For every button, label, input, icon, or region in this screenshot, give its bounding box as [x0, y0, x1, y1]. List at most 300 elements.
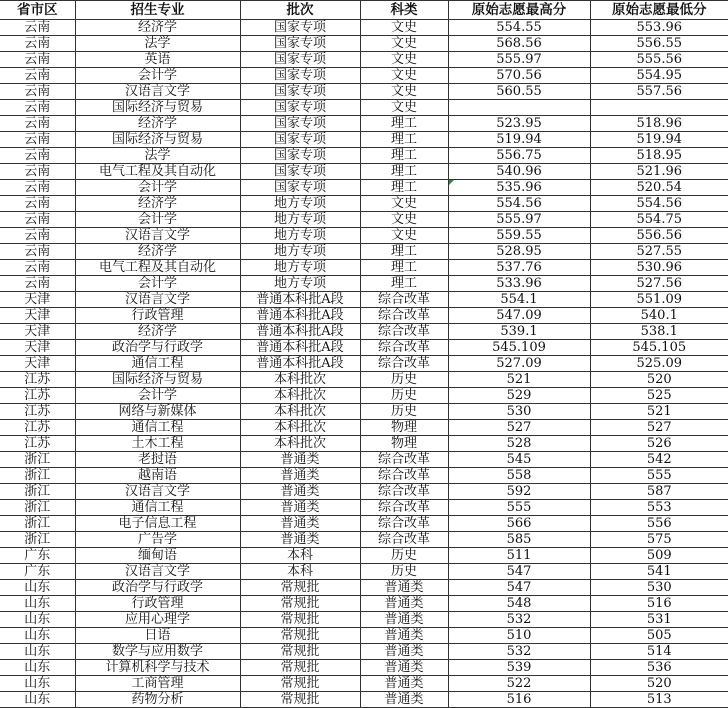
- cell-province[interactable]: 云南: [0, 196, 75, 212]
- cell-major[interactable]: 国际经济与贸易: [75, 372, 240, 388]
- cell-category[interactable]: 文史: [360, 212, 448, 228]
- table-row: [0, 596, 728, 612]
- cell-batch[interactable]: 常规批: [240, 580, 360, 596]
- cell-province[interactable]: 江苏: [0, 420, 75, 436]
- cell-batch[interactable]: 地方专项: [240, 276, 360, 292]
- cell-batch[interactable]: 本科批次: [240, 404, 360, 420]
- cell-province[interactable]: 云南: [0, 132, 75, 148]
- cell-max-score[interactable]: 522: [448, 676, 590, 692]
- cell-max-score[interactable]: 548: [448, 596, 590, 612]
- cell-province[interactable]: 浙江: [0, 468, 75, 484]
- cell-min-score[interactable]: 554.56: [590, 196, 728, 212]
- cell-min-score[interactable]: 513: [590, 692, 728, 708]
- cell-major[interactable]: 工商管理: [75, 676, 240, 692]
- cell-min-score[interactable]: 516: [590, 596, 728, 612]
- cell-min-score[interactable]: 538.1: [590, 324, 728, 340]
- cell-max-score[interactable]: 555.97: [448, 52, 590, 68]
- cell-province[interactable]: 云南: [0, 180, 75, 196]
- table-row: [0, 324, 728, 340]
- cell-province[interactable]: 天津: [0, 356, 75, 372]
- cell-category[interactable]: 文史: [360, 100, 448, 116]
- table-row: [0, 244, 728, 260]
- table-row: [0, 132, 728, 148]
- cell-province[interactable]: 云南: [0, 84, 75, 100]
- table-row: [0, 52, 728, 68]
- cell-province[interactable]: 江苏: [0, 388, 75, 404]
- cell-province[interactable]: 天津: [0, 308, 75, 324]
- cell-province[interactable]: 山东: [0, 596, 75, 612]
- header-province: 省市区: [0, 1, 75, 20]
- cell-batch[interactable]: 地方专项: [240, 244, 360, 260]
- cell-province[interactable]: 浙江: [0, 500, 75, 516]
- cell-batch[interactable]: 地方专项: [240, 260, 360, 276]
- cell-max-score[interactable]: 532: [448, 612, 590, 628]
- cell-province[interactable]: 江苏: [0, 436, 75, 452]
- cell-min-score[interactable]: 554.75: [590, 212, 728, 228]
- cell-batch[interactable]: 国家专项: [240, 164, 360, 180]
- cell-category[interactable]: 文史: [360, 228, 448, 244]
- cell-province[interactable]: 云南: [0, 52, 75, 68]
- cell-max-score[interactable]: 532: [448, 644, 590, 660]
- cell-batch[interactable]: 国家专项: [240, 68, 360, 84]
- cell-major[interactable]: 会计学: [75, 68, 240, 84]
- cell-max-score[interactable]: 519.94: [448, 132, 590, 148]
- cell-min-score[interactable]: 527.56: [590, 276, 728, 292]
- cell-batch[interactable]: 普通类: [240, 484, 360, 500]
- cell-min-score[interactable]: 521: [590, 404, 728, 420]
- cell-major[interactable]: 电气工程及其自动化: [75, 164, 240, 180]
- header-category: 科类: [360, 1, 448, 20]
- cell-province[interactable]: 云南: [0, 148, 75, 164]
- cell-batch[interactable]: 常规批: [240, 644, 360, 660]
- cell-batch[interactable]: 普通类: [240, 516, 360, 532]
- cell-category[interactable]: 普通类: [360, 644, 448, 660]
- cell-min-score[interactable]: 527: [590, 420, 728, 436]
- cell-text: 535.96: [496, 180, 542, 195]
- cell-max-score[interactable]: 540.96: [448, 164, 590, 180]
- cell-category[interactable]: 理工: [360, 260, 448, 276]
- cell-batch[interactable]: 常规批: [240, 596, 360, 612]
- cell-min-score[interactable]: 525.09: [590, 356, 728, 372]
- cell-major[interactable]: 通信工程: [75, 500, 240, 516]
- cell-category[interactable]: 综合改革: [360, 500, 448, 516]
- cell-max-score[interactable]: 545.109: [448, 340, 590, 356]
- cell-min-score[interactable]: 553: [590, 500, 728, 516]
- cell-category[interactable]: 历史: [360, 372, 448, 388]
- cell-batch[interactable]: 国家专项: [240, 116, 360, 132]
- table-row: [0, 260, 728, 276]
- cell-min-score[interactable]: 526: [590, 436, 728, 452]
- cell-min-score[interactable]: 509: [590, 548, 728, 564]
- cell-min-score[interactable]: 541: [590, 564, 728, 580]
- cell-category[interactable]: 文史: [360, 196, 448, 212]
- cell-min-score[interactable]: 521.96: [590, 164, 728, 180]
- cell-max-score[interactable]: 547.09: [448, 308, 590, 324]
- cell-max-score[interactable]: 539.1: [448, 324, 590, 340]
- cell-batch[interactable]: 本科批次: [240, 372, 360, 388]
- cell-category[interactable]: 综合改革: [360, 292, 448, 308]
- cell-province[interactable]: 云南: [0, 20, 75, 36]
- cell-province[interactable]: 云南: [0, 100, 75, 116]
- cell-major[interactable]: 缅甸语: [75, 548, 240, 564]
- cell-max-score[interactable]: 528: [448, 436, 590, 452]
- cell-max-score[interactable]: 545: [448, 452, 590, 468]
- cell-category[interactable]: 文史: [360, 68, 448, 84]
- cell-category[interactable]: 物理: [360, 436, 448, 452]
- cell-batch[interactable]: 本科: [240, 564, 360, 580]
- table-row: [0, 372, 728, 388]
- cell-max-score[interactable]: 537.76: [448, 260, 590, 276]
- cell-major[interactable]: 汉语言文学: [75, 292, 240, 308]
- cell-province[interactable]: 天津: [0, 340, 75, 356]
- cell-batch[interactable]: 国家专项: [240, 180, 360, 196]
- table-row: [0, 84, 728, 100]
- cell-batch[interactable]: 普通本科批A段: [240, 324, 360, 340]
- cell-batch[interactable]: 常规批: [240, 628, 360, 644]
- cell-major[interactable]: 越南语: [75, 468, 240, 484]
- cell-batch[interactable]: 普通本科批A段: [240, 356, 360, 372]
- cell-batch[interactable]: 地方专项: [240, 196, 360, 212]
- cell-major[interactable]: 土木工程: [75, 436, 240, 452]
- cell-province[interactable]: 云南: [0, 68, 75, 84]
- cell-major[interactable]: 政治学与行政学: [75, 580, 240, 596]
- cell-batch[interactable]: 地方专项: [240, 212, 360, 228]
- cell-max-score[interactable]: 529: [448, 388, 590, 404]
- header-row: [0, 1, 728, 20]
- cell-batch[interactable]: 国家专项: [240, 36, 360, 52]
- cell-major[interactable]: 计算机科学与技术: [75, 660, 240, 676]
- cell-major[interactable]: 广告学: [75, 532, 240, 548]
- cell-major[interactable]: 网络与新媒体: [75, 404, 240, 420]
- cell-batch[interactable]: 国家专项: [240, 52, 360, 68]
- cell-major[interactable]: 行政管理: [75, 308, 240, 324]
- cell-province[interactable]: 广东: [0, 564, 75, 580]
- cell-major[interactable]: 英语: [75, 52, 240, 68]
- cell-batch[interactable]: 常规批: [240, 660, 360, 676]
- cell-min-score[interactable]: 556.56: [590, 228, 728, 244]
- table-row: [0, 68, 728, 84]
- cell-batch[interactable]: 国家专项: [240, 148, 360, 164]
- cell-min-score[interactable]: [590, 100, 728, 116]
- cell-province[interactable]: 云南: [0, 116, 75, 132]
- cell-batch[interactable]: 国家专项: [240, 84, 360, 100]
- table-row: [0, 180, 728, 196]
- cell-max-score[interactable]: 592: [448, 484, 590, 500]
- cell-min-score[interactable]: 587: [590, 484, 728, 500]
- cell-category[interactable]: 理工: [360, 276, 448, 292]
- cell-max-score[interactable]: 585: [448, 532, 590, 548]
- cell-batch[interactable]: 普通本科批A段: [240, 308, 360, 324]
- cell-min-score[interactable]: 575: [590, 532, 728, 548]
- cell-major[interactable]: 汉语言文学: [75, 564, 240, 580]
- cell-max-score[interactable]: 516: [448, 692, 590, 708]
- table-row: [0, 212, 728, 228]
- table-body: [0, 20, 728, 708]
- cell-batch[interactable]: 国家专项: [240, 20, 360, 36]
- cell-batch[interactable]: 本科批次: [240, 388, 360, 404]
- cell-max-score[interactable]: 556.75: [448, 148, 590, 164]
- cell-batch[interactable]: 国家专项: [240, 100, 360, 116]
- cell-category[interactable]: 综合改革: [360, 452, 448, 468]
- cell-category[interactable]: 历史: [360, 404, 448, 420]
- cell-major[interactable]: 电气工程及其自动化: [75, 260, 240, 276]
- cell-province[interactable]: 山东: [0, 612, 75, 628]
- cell-province[interactable]: 云南: [0, 36, 75, 52]
- table-row: [0, 500, 728, 516]
- cell-batch[interactable]: 国家专项: [240, 132, 360, 148]
- cell-category[interactable]: 普通类: [360, 580, 448, 596]
- cell-batch[interactable]: 本科: [240, 548, 360, 564]
- cell-major[interactable]: 通信工程: [75, 356, 240, 372]
- cell-major[interactable]: 经济学: [75, 20, 240, 36]
- table-row: [0, 148, 728, 164]
- cell-category[interactable]: 理工: [360, 180, 448, 196]
- cell-batch[interactable]: 普通类: [240, 500, 360, 516]
- cell-min-score[interactable]: 518.95: [590, 148, 728, 164]
- cell-max-score[interactable]: 566: [448, 516, 590, 532]
- table-row: [0, 404, 728, 420]
- cell-province[interactable]: 广东: [0, 548, 75, 564]
- cell-max-score[interactable]: 570.56: [448, 68, 590, 84]
- cell-category[interactable]: 综合改革: [360, 308, 448, 324]
- cell-category[interactable]: 综合改革: [360, 340, 448, 356]
- cell-province[interactable]: 云南: [0, 164, 75, 180]
- cell-major[interactable]: 老挝语: [75, 452, 240, 468]
- cell-max-score[interactable]: 555.97: [448, 212, 590, 228]
- cell-major[interactable]: 电子信息工程: [75, 516, 240, 532]
- cell-min-score[interactable]: 519.94: [590, 132, 728, 148]
- cell-max-score[interactable]: 568.56: [448, 36, 590, 52]
- cell-max-score[interactable]: 555: [448, 500, 590, 516]
- table-row: [0, 116, 728, 132]
- cell-category[interactable]: 文史: [360, 84, 448, 100]
- cell-min-score[interactable]: 518.96: [590, 116, 728, 132]
- cell-max-score[interactable]: 527: [448, 420, 590, 436]
- table-row: [0, 164, 728, 180]
- cell-major[interactable]: 药物分析: [75, 692, 240, 708]
- cell-max-score[interactable]: 521: [448, 372, 590, 388]
- cell-min-score[interactable]: 514: [590, 644, 728, 660]
- cell-major[interactable]: 国际经济与贸易: [75, 132, 240, 148]
- cell-major[interactable]: 会计学: [75, 212, 240, 228]
- cell-max-score[interactable]: 528.95: [448, 244, 590, 260]
- cell-province[interactable]: 山东: [0, 692, 75, 708]
- table-row: [0, 548, 728, 564]
- cell-major[interactable]: 数学与应用数学: [75, 644, 240, 660]
- cell-max-score[interactable]: 554.1: [448, 292, 590, 308]
- cell-min-score[interactable]: 520.54: [590, 180, 728, 196]
- header-major: 招生专业: [75, 1, 240, 20]
- table-row: [0, 228, 728, 244]
- cell-province[interactable]: 山东: [0, 660, 75, 676]
- table-row: [0, 308, 728, 324]
- cell-max-score[interactable]: 554.56: [448, 196, 590, 212]
- cell-province[interactable]: 云南: [0, 276, 75, 292]
- cell-province[interactable]: 浙江: [0, 484, 75, 500]
- cell-min-score[interactable]: 540.1: [590, 308, 728, 324]
- cell-min-score[interactable]: 545.105: [590, 340, 728, 356]
- cell-major[interactable]: 政治学与行政学: [75, 340, 240, 356]
- table-row: [0, 276, 728, 292]
- cell-max-score[interactable]: 558: [448, 468, 590, 484]
- cell-province[interactable]: 江苏: [0, 404, 75, 420]
- cell-min-score[interactable]: 557.56: [590, 84, 728, 100]
- cell-batch[interactable]: 普通类: [240, 532, 360, 548]
- cell-category[interactable]: 普通类: [360, 676, 448, 692]
- cell-min-score[interactable]: 551.09: [590, 292, 728, 308]
- cell-min-score[interactable]: 555: [590, 468, 728, 484]
- cell-category[interactable]: 文史: [360, 52, 448, 68]
- cell-max-score[interactable]: 547: [448, 564, 590, 580]
- cell-max-score[interactable]: 547: [448, 580, 590, 596]
- cell-province[interactable]: 江苏: [0, 372, 75, 388]
- cell-major[interactable]: 经济学: [75, 116, 240, 132]
- cell-major[interactable]: 汉语言文学: [75, 484, 240, 500]
- cell-min-score[interactable]: 530: [590, 580, 728, 596]
- cell-min-score[interactable]: 556: [590, 516, 728, 532]
- cell-major[interactable]: 会计学: [75, 276, 240, 292]
- cell-batch[interactable]: 普通类: [240, 452, 360, 468]
- cell-batch[interactable]: 常规批: [240, 612, 360, 628]
- cell-category[interactable]: 综合改革: [360, 356, 448, 372]
- cell-major[interactable]: 经济学: [75, 244, 240, 260]
- cell-province[interactable]: 云南: [0, 228, 75, 244]
- cell-max-score[interactable]: 530: [448, 404, 590, 420]
- cell-min-score[interactable]: 505: [590, 628, 728, 644]
- cell-province[interactable]: 天津: [0, 292, 75, 308]
- table-row: [0, 644, 728, 660]
- cell-comment-marker-icon: [449, 180, 454, 185]
- cell-min-score[interactable]: 542: [590, 452, 728, 468]
- cell-province[interactable]: 山东: [0, 676, 75, 692]
- table-row: [0, 36, 728, 52]
- cell-major[interactable]: 会计学: [75, 180, 240, 196]
- table-row: [0, 452, 728, 468]
- cell-category[interactable]: 物理: [360, 420, 448, 436]
- cell-province[interactable]: 山东: [0, 644, 75, 660]
- cell-batch[interactable]: 本科批次: [240, 420, 360, 436]
- cell-max-score[interactable]: 527.09: [448, 356, 590, 372]
- cell-min-score[interactable]: 554.95: [590, 68, 728, 84]
- cell-major[interactable]: 国际经济与贸易: [75, 100, 240, 116]
- cell-min-score[interactable]: 531: [590, 612, 728, 628]
- cell-province[interactable]: 云南: [0, 244, 75, 260]
- cell-province[interactable]: 浙江: [0, 532, 75, 548]
- cell-category[interactable]: 综合改革: [360, 484, 448, 500]
- cell-category[interactable]: 文史: [360, 20, 448, 36]
- table-row: [0, 100, 728, 116]
- table-row: [0, 420, 728, 436]
- cell-batch[interactable]: 普通本科批A段: [240, 340, 360, 356]
- cell-province[interactable]: 浙江: [0, 516, 75, 532]
- cell-category[interactable]: 理工: [360, 244, 448, 260]
- cell-province[interactable]: 山东: [0, 628, 75, 644]
- cell-province[interactable]: 天津: [0, 324, 75, 340]
- cell-min-score[interactable]: 556.55: [590, 36, 728, 52]
- cell-major[interactable]: 法学: [75, 148, 240, 164]
- table-row: [0, 532, 728, 548]
- cell-batch[interactable]: 常规批: [240, 676, 360, 692]
- cell-min-score[interactable]: 525: [590, 388, 728, 404]
- cell-max-score[interactable]: 539: [448, 660, 590, 676]
- table-row: [0, 340, 728, 356]
- cell-major[interactable]: 汉语言文学: [75, 228, 240, 244]
- cell-min-score[interactable]: 520: [590, 676, 728, 692]
- cell-category[interactable]: 历史: [360, 548, 448, 564]
- cell-category[interactable]: 理工: [360, 148, 448, 164]
- cell-category[interactable]: 理工: [360, 164, 448, 180]
- cell-category[interactable]: 理工: [360, 132, 448, 148]
- cell-max-score[interactable]: [448, 180, 590, 196]
- cell-max-score[interactable]: 523.95: [448, 116, 590, 132]
- cell-max-score[interactable]: 559.55: [448, 228, 590, 244]
- cell-batch[interactable]: 普通类: [240, 468, 360, 484]
- cell-batch[interactable]: 普通本科批A段: [240, 292, 360, 308]
- cell-major[interactable]: 日语: [75, 628, 240, 644]
- cell-category[interactable]: 综合改革: [360, 324, 448, 340]
- cell-category[interactable]: 文史: [360, 36, 448, 52]
- cell-province[interactable]: 山东: [0, 580, 75, 596]
- cell-major[interactable]: 经济学: [75, 324, 240, 340]
- cell-min-score[interactable]: 527.55: [590, 244, 728, 260]
- cell-max-score[interactable]: 511: [448, 548, 590, 564]
- cell-max-score[interactable]: 560.55: [448, 84, 590, 100]
- cell-category[interactable]: 理工: [360, 116, 448, 132]
- cell-category[interactable]: 普通类: [360, 692, 448, 708]
- cell-batch[interactable]: 本科批次: [240, 436, 360, 452]
- cell-major[interactable]: 会计学: [75, 388, 240, 404]
- cell-max-score[interactable]: 533.96: [448, 276, 590, 292]
- cell-batch[interactable]: 常规批: [240, 692, 360, 708]
- header-batch: 批次: [240, 1, 360, 20]
- cell-category[interactable]: 历史: [360, 388, 448, 404]
- cell-province[interactable]: 云南: [0, 212, 75, 228]
- cell-major[interactable]: 通信工程: [75, 420, 240, 436]
- cell-category[interactable]: 综合改革: [360, 516, 448, 532]
- cell-content: [449, 180, 590, 195]
- cell-batch[interactable]: 地方专项: [240, 228, 360, 244]
- cell-major[interactable]: 汉语言文学: [75, 84, 240, 100]
- cell-category[interactable]: 综合改革: [360, 532, 448, 548]
- cell-province[interactable]: 云南: [0, 260, 75, 276]
- cell-major[interactable]: 行政管理: [75, 596, 240, 612]
- table-row: [0, 388, 728, 404]
- cell-max-score[interactable]: 510: [448, 628, 590, 644]
- cell-category[interactable]: 普通类: [360, 612, 448, 628]
- cell-min-score[interactable]: 555.56: [590, 52, 728, 68]
- cell-category[interactable]: 历史: [360, 564, 448, 580]
- table-row: [0, 564, 728, 580]
- cell-min-score[interactable]: 536: [590, 660, 728, 676]
- table-row: [0, 484, 728, 500]
- cell-category[interactable]: 综合改革: [360, 468, 448, 484]
- cell-province[interactable]: 浙江: [0, 452, 75, 468]
- cell-max-score[interactable]: 554.55: [448, 20, 590, 36]
- cell-category[interactable]: 普通类: [360, 628, 448, 644]
- table-row: [0, 468, 728, 484]
- cell-category[interactable]: 普通类: [360, 596, 448, 612]
- cell-min-score[interactable]: 530.96: [590, 260, 728, 276]
- cell-min-score[interactable]: 520: [590, 372, 728, 388]
- table-row: [0, 660, 728, 676]
- cell-max-score[interactable]: [448, 100, 590, 116]
- cell-min-score[interactable]: 553.96: [590, 20, 728, 36]
- cell-major[interactable]: 应用心理学: [75, 612, 240, 628]
- cell-major[interactable]: 法学: [75, 36, 240, 52]
- cell-major[interactable]: 经济学: [75, 196, 240, 212]
- table-row: [0, 628, 728, 644]
- cell-category[interactable]: 普通类: [360, 660, 448, 676]
